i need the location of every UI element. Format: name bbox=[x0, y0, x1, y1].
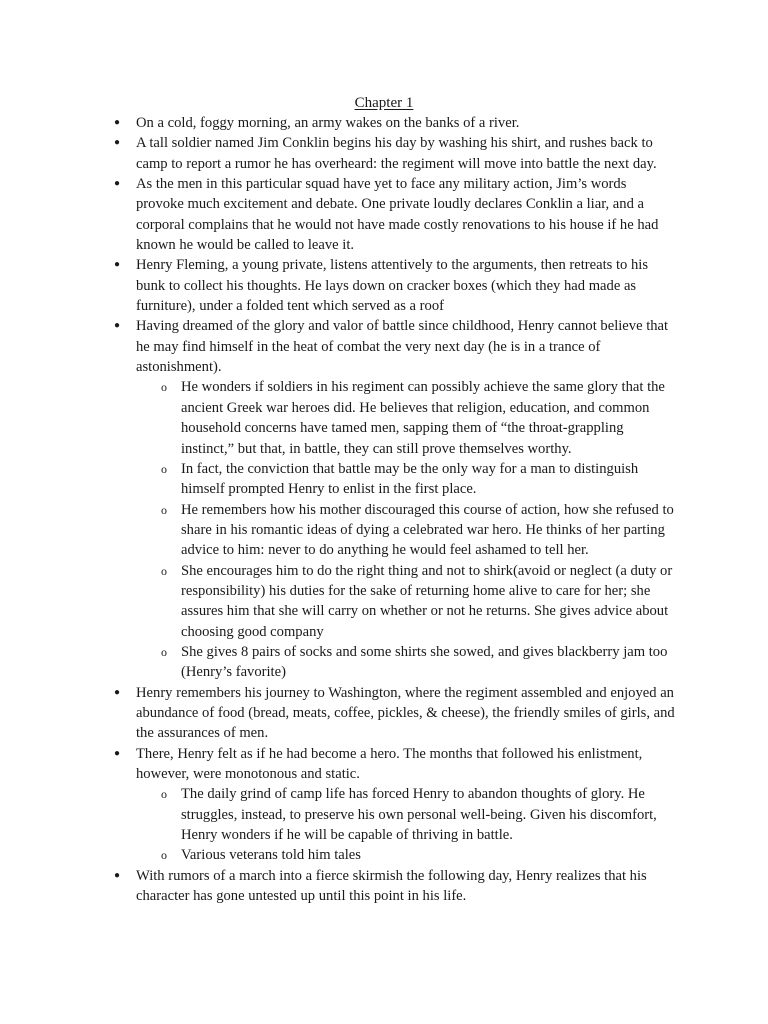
bullet-text: In fact, the conviction that battle may be the only way for a man to distinguish himself prompted Henry to enlist in the first place. bbox=[181, 460, 639, 498]
filled-circle-bullet-icon: ● bbox=[113, 117, 121, 128]
chapter-title: Chapter 1 bbox=[354, 95, 414, 111]
hollow-circle-bullet-icon: o bbox=[161, 563, 167, 578]
sub-bullet-item bbox=[161, 845, 676, 865]
bullet-item bbox=[113, 866, 676, 907]
bullet-text: He remembers how his mother discouraged this course of action, how she refused to share in his romantic ideas of dying a celebrated war hero. He thinks of her parting advice to him: never to do anything he would feel ashamed to tell her. bbox=[181, 501, 674, 559]
filled-circle-bullet-icon: ● bbox=[113, 320, 121, 332]
sub-bullet-item bbox=[161, 642, 676, 683]
bullet-item bbox=[113, 316, 676, 377]
filled-circle-bullet-icon: ● bbox=[113, 869, 121, 881]
filled-circle-bullet-icon: ● bbox=[113, 259, 121, 271]
bullet-text: Henry Fleming, a young private, listens attentively to the arguments, then retreats to his bunk to collect his thoughts. He lays down on cracker boxes (which they had made as furniture), under a folded tent which served as a roof bbox=[136, 257, 649, 315]
sub-bullet-item bbox=[161, 784, 676, 845]
bullet-text: The daily grind of camp life has forced Henry to abandon thoughts of glory. He struggles, instead, to preserve his own personal well-being. Given his discomfort, Henry wonders if he will be capable of thriving in battle. bbox=[181, 786, 657, 844]
bullet-text: A tall soldier named Jim Conklin begins his day by washing his shirt, and rushes back to camp to report a rumor he has overheard: the regiment will move into battle the next day. bbox=[136, 135, 657, 172]
bullet-text: On a cold, foggy morning, an army wakes on the banks of a river. bbox=[136, 115, 520, 131]
bullet-item bbox=[113, 133, 676, 174]
bullet-item bbox=[113, 174, 676, 255]
sub-bullet-item bbox=[161, 377, 676, 458]
bullet-text: There, Henry felt as if he had become a hero. The months that followed his enlistment, however, were monotonous and static. bbox=[136, 745, 643, 782]
bullet-item bbox=[113, 255, 676, 316]
bullet-text: Various veterans told him tales bbox=[181, 847, 361, 864]
hollow-circle-bullet-icon: o bbox=[161, 461, 167, 476]
bullet-item bbox=[113, 744, 676, 785]
filled-circle-bullet-icon: ● bbox=[113, 747, 121, 759]
bullet-text: As the men in this particular squad have yet to face any military action, Jim’s words provoke much excitement and debate. One private loudly declares Conklin a liar, and a corporal complains that he would not have made costly renovations to his house if he had known he would be called to leave it. bbox=[136, 176, 659, 254]
bullet-text: Henry remembers his journey to Washington, where the regiment assembled and enjoyed an abundance of food (bread, meats, coffee, pickles, & cheese), the friendly smiles of girls, and the assurances of men. bbox=[136, 684, 675, 742]
bullet-item bbox=[113, 683, 676, 744]
hollow-circle-bullet-icon: o bbox=[161, 848, 167, 863]
bullet-text: He wonders if soldiers in his regiment can possibly achieve the same glory that the ancient Greek war heroes did. He believes that religion, education, and common household concerns have tamed men, sapping them of “the throat-grappling instinct,” but that, in battle, they can still prove themselves worthy. bbox=[181, 379, 665, 457]
bullet-item bbox=[113, 113, 676, 133]
filled-circle-bullet-icon: ● bbox=[113, 686, 121, 698]
notes-list bbox=[0, 113, 768, 906]
sub-bullet-item bbox=[161, 561, 676, 642]
hollow-circle-bullet-icon: o bbox=[161, 380, 167, 395]
filled-circle-bullet-icon: ● bbox=[113, 178, 121, 190]
hollow-circle-bullet-icon: o bbox=[161, 644, 167, 659]
filled-circle-bullet-icon: ● bbox=[113, 137, 121, 149]
sub-bullet-item bbox=[161, 500, 676, 561]
sub-bullet-item bbox=[161, 459, 676, 500]
bullet-text: She encourages him to do the right thing and not to shirk(avoid or neglect (a duty or responsibility) his duties for the sake of returning home alive to care for her; she assures him that she will carry on whether or not he returns. She gives advice about choosing good company bbox=[181, 562, 673, 640]
hollow-circle-bullet-icon: o bbox=[161, 787, 167, 802]
hollow-circle-bullet-icon: o bbox=[161, 502, 167, 517]
bullet-text: Having dreamed of the glory and valor of battle since childhood, Henry cannot believe that he may find himself in the heat of combat the very next day (he is in a trance of astonishment). bbox=[136, 318, 669, 376]
bullet-text: With rumors of a march into a fierce skirmish the following day, Henry realizes that his character has gone untested up until this point in his life. bbox=[136, 867, 647, 905]
bullet-text: She gives 8 pairs of socks and some shirts she sowed, and gives blackberry jam too (Henry’s favorite) bbox=[181, 643, 668, 681]
